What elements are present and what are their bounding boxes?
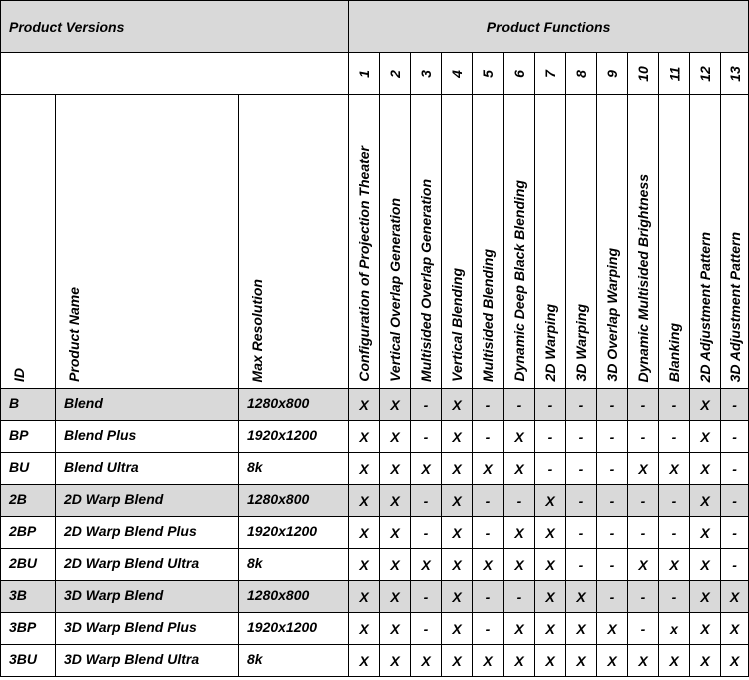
function-mark-cell: X [442,517,473,549]
function-mark-cell: X [504,453,535,485]
header-row-numbers [1,53,749,95]
max-resolution-cell: 8k [239,549,349,581]
product-functions-heading: Product Functions [349,1,749,53]
function-mark-cell: X [690,485,721,517]
function-mark-cell: - [628,421,659,453]
function-mark-cell: - [566,389,597,421]
table-row [1,485,749,517]
function-mark-cell: - [566,453,597,485]
function-mark-cell: X [349,549,380,581]
function-name-3: Multisided Overlap Generation [411,95,442,389]
max-resolution-cell: 1280x800 [239,581,349,613]
function-mark-cell: X [535,549,566,581]
function-mark-cell: - [411,485,442,517]
function-mark-cell: - [597,581,628,613]
function-name-7: 2D Warping [535,95,566,389]
function-mark-cell: X [411,549,442,581]
table-row [1,581,749,613]
function-mark-cell: X [380,485,411,517]
function-mark-cell: - [566,517,597,549]
function-mark-cell: - [721,517,749,549]
header-row-names [1,95,749,389]
function-name-6: Dynamic Deep Black Blending [504,95,535,389]
table-row [1,613,749,645]
function-mark-cell: - [411,517,442,549]
function-mark-cell: X [566,581,597,613]
product-id-cell: BU [1,453,56,485]
function-mark-cell: - [473,613,504,645]
function-name-13: 3D Adjustment Pattern [721,95,749,389]
function-mark-cell: X [442,485,473,517]
product-id-cell: B [1,389,56,421]
function-mark-cell: X [690,613,721,645]
function-mark-cell: - [411,581,442,613]
function-mark-cell: X [690,645,721,677]
function-mark-cell: - [566,421,597,453]
function-mark-cell: - [473,389,504,421]
function-mark-cell: - [535,389,566,421]
function-mark-cell: - [659,485,690,517]
function-mark-cell: - [597,517,628,549]
product-id-cell: BP [1,421,56,453]
function-mark-cell: X [442,645,473,677]
product-name-cell: 2D Warp Blend Ultra [56,549,239,581]
function-mark-cell: - [659,581,690,613]
function-number-13: 13 [721,53,749,95]
table-row [1,453,749,485]
function-mark-cell: - [721,389,749,421]
product-id-cell: 2BU [1,549,56,581]
product-name-cell: 2D Warp Blend Plus [56,517,239,549]
function-mark-cell: X [442,421,473,453]
function-mark-cell: X [380,421,411,453]
function-number-6: 6 [504,53,535,95]
product-versions-heading: Product Versions [1,1,349,53]
function-mark-cell: - [659,517,690,549]
function-mark-cell: X [349,581,380,613]
function-name-12: 2D Adjustment Pattern [690,95,721,389]
function-mark-cell: X [535,517,566,549]
function-number-9: 9 [597,53,628,95]
function-mark-cell: X [690,549,721,581]
function-mark-cell: X [690,581,721,613]
function-mark-cell: - [411,613,442,645]
function-mark-cell: X [659,645,690,677]
product-id-cell: 3BP [1,613,56,645]
max-resolution-cell: 1920x1200 [239,517,349,549]
function-mark-cell: X [535,581,566,613]
product-name-cell: Blend [56,389,239,421]
function-name-8: 3D Warping [566,95,597,389]
function-mark-cell: - [721,421,749,453]
function-mark-cell: X [597,613,628,645]
product-id-cell: 2B [1,485,56,517]
function-mark-cell: - [721,485,749,517]
product-id-cell: 3BU [1,645,56,677]
function-mark-cell: X [380,517,411,549]
blank-header-cell [1,53,349,95]
function-mark-cell: X [628,549,659,581]
function-number-5: 5 [473,53,504,95]
function-mark-cell: X [380,613,411,645]
function-mark-cell: - [628,613,659,645]
function-mark-cell: - [566,549,597,581]
function-mark-cell: X [690,453,721,485]
function-mark-cell: - [597,453,628,485]
function-mark-cell: - [473,421,504,453]
function-mark-cell: X [411,453,442,485]
id-column-header: ID [1,95,56,389]
function-mark-cell: X [566,645,597,677]
function-mark-cell: X [659,453,690,485]
function-mark-cell: X [690,421,721,453]
function-mark-cell: - [504,485,535,517]
function-mark-cell: - [504,581,535,613]
function-mark-cell: - [628,517,659,549]
function-mark-cell: - [597,389,628,421]
function-mark-cell: - [721,549,749,581]
product-name-cell: Blend Plus [56,421,239,453]
function-mark-cell: X [380,645,411,677]
function-mark-cell: X [380,389,411,421]
table-row [1,645,749,677]
function-mark-cell: X [349,517,380,549]
function-number-10: 10 [628,53,659,95]
product-id-cell: 2BP [1,517,56,549]
function-number-2: 2 [380,53,411,95]
function-mark-cell: X [504,517,535,549]
function-number-1: 1 [349,53,380,95]
function-mark-cell: - [597,485,628,517]
function-mark-cell: X [380,581,411,613]
function-mark-cell: - [597,421,628,453]
function-mark-cell: - [411,421,442,453]
function-mark-cell: X [721,581,749,613]
function-mark-cell: X [442,613,473,645]
function-mark-cell: - [628,485,659,517]
function-mark-cell: X [442,453,473,485]
function-mark-cell: X [628,645,659,677]
product-name-cell: Blend Ultra [56,453,239,485]
product-name-cell: 2D Warp Blend [56,485,239,517]
product-name-cell: 3D Warp Blend Ultra [56,645,239,677]
max-resolution-cell: 1920x1200 [239,421,349,453]
max-resolution-cell: 1280x800 [239,485,349,517]
function-mark-cell: - [628,581,659,613]
max-resolution-column-header: Max Resolution [239,95,349,389]
function-mark-cell: X [473,549,504,581]
header-row-titles [1,1,749,53]
function-name-5: Multisided Blending [473,95,504,389]
function-mark-cell: X [566,613,597,645]
function-mark-cell: X [535,645,566,677]
function-mark-cell: X [349,613,380,645]
function-name-4: Vertical Blending [442,95,473,389]
table-row [1,549,749,581]
table-row [1,517,749,549]
function-mark-cell: - [659,389,690,421]
function-mark-cell: X [442,581,473,613]
function-mark-cell: X [349,421,380,453]
function-mark-cell: X [690,517,721,549]
function-mark-cell: x [659,613,690,645]
function-mark-cell: - [566,485,597,517]
function-number-4: 4 [442,53,473,95]
function-name-2: Vertical Overlap Generation [380,95,411,389]
function-mark-cell: X [628,453,659,485]
function-mark-cell: - [597,549,628,581]
function-mark-cell: X [504,613,535,645]
function-number-7: 7 [535,53,566,95]
product-name-cell: 3D Warp Blend [56,581,239,613]
function-mark-cell: X [442,549,473,581]
function-mark-cell: - [721,453,749,485]
function-number-8: 8 [566,53,597,95]
function-number-12: 12 [690,53,721,95]
function-mark-cell: X [690,389,721,421]
function-mark-cell: X [721,645,749,677]
function-mark-cell: X [442,389,473,421]
function-mark-cell: X [349,453,380,485]
max-resolution-cell: 1920x1200 [239,613,349,645]
function-mark-cell: - [628,389,659,421]
function-mark-cell: - [504,389,535,421]
function-mark-cell: X [473,645,504,677]
product-name-column-header: Product Name [56,95,239,389]
function-mark-cell: X [504,421,535,453]
function-number-11: 11 [659,53,690,95]
function-number-3: 3 [411,53,442,95]
function-mark-cell: X [380,549,411,581]
function-mark-cell: - [411,389,442,421]
function-mark-cell: - [659,421,690,453]
function-mark-cell: X [349,389,380,421]
function-mark-cell: X [349,645,380,677]
max-resolution-cell: 1280x800 [239,389,349,421]
function-mark-cell: - [473,485,504,517]
function-mark-cell: - [535,453,566,485]
function-mark-cell: X [349,485,380,517]
function-mark-cell: X [659,549,690,581]
function-mark-cell: X [504,645,535,677]
function-mark-cell: X [473,453,504,485]
function-mark-cell: X [380,453,411,485]
function-mark-cell: X [721,613,749,645]
function-mark-cell: - [535,421,566,453]
function-mark-cell: - [473,581,504,613]
function-mark-cell: X [535,485,566,517]
function-mark-cell: X [535,613,566,645]
function-name-1: Configuration of Projection Theater [349,95,380,389]
function-mark-cell: X [597,645,628,677]
function-mark-cell: X [504,549,535,581]
function-mark-cell: X [411,645,442,677]
table-row [1,389,749,421]
function-mark-cell: - [473,517,504,549]
product-name-cell: 3D Warp Blend Plus [56,613,239,645]
function-name-11: Blanking [659,95,690,389]
function-name-10: Dynamic Multisided Brightness [628,95,659,389]
product-id-cell: 3B [1,581,56,613]
table-row [1,421,749,453]
max-resolution-cell: 8k [239,453,349,485]
max-resolution-cell: 8k [239,645,349,677]
function-name-9: 3D Overlap Warping [597,95,628,389]
